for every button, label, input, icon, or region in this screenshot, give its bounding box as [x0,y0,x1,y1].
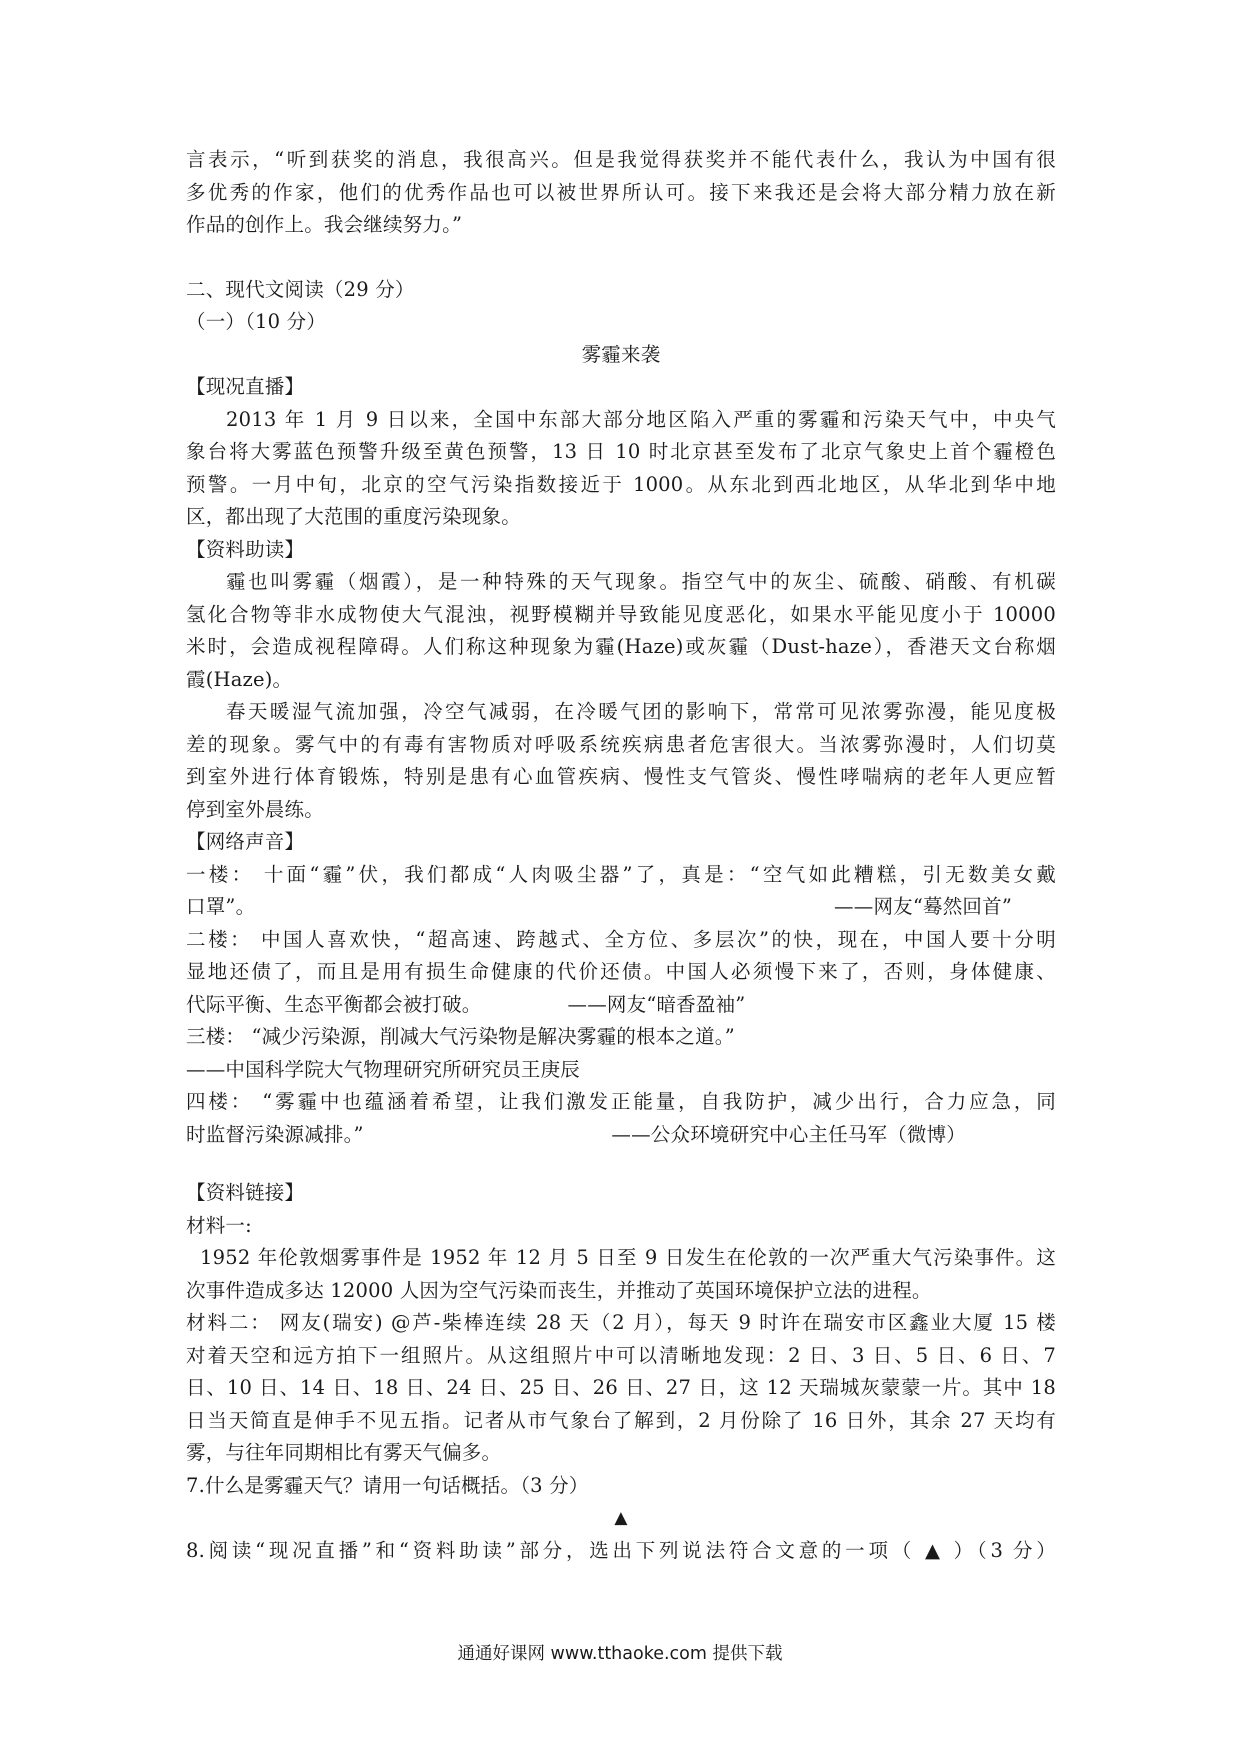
material-2-line-3: 日、10 日、14 日、18 日、24 日、25 日、26 日、27 日，这 12 天瑞城灰蒙蒙一片。其中 18 [186,1376,1056,1399]
material-2-line-4: 日当天简直是伸手不见五指。记者从市气象台了解到，2 月份除了 16 日外，其余 27 天均有 [186,1408,1056,1432]
question-7: 7.什么是雾霾天气？请用一句话概括。（3 分） [186,1473,589,1497]
spacer [186,242,1056,274]
live-line-3: 预警。一月中旬，北京的空气污染指数接近于 1000。从东北到西北地区，从华北到华中地 [186,472,1056,496]
heading-net: 【网络声音】 [186,830,305,853]
aid-line-4: 霞(Haze)。 [186,667,293,691]
floor-2-line-3 [186,989,1056,1022]
section-heading: 二、现代文阅读（29 分） [186,277,415,301]
aid-line-7: 到室外进行体育锻炼，特别是患有心血管疾病、慢性支气管炎、慢性哮喘病的老年人更应暂 [186,765,1056,788]
spacer [186,1151,1056,1177]
page-footer: 通通好课网 www.tthaoke.com 提供下载 [457,1644,783,1664]
live-line-4: 区，都出现了大范围的重度污染现象。 [186,505,521,528]
floor-1-text: 口罩”。 [186,895,256,918]
floor-3-line-1: 三楼： “减少污染源，削减大气污染物是解决雾霾的根本之道。” [186,1025,735,1048]
heading-link: 【资料链接】 [186,1181,305,1204]
floor-2-line-1: 二楼： 中国人喜欢快，“超高速、跨越式、全方位、多层次”的快，现在，中国人要十分明 [186,927,1056,951]
floor-2-text: 代际平衡、生态平衡都会被打破。 [186,992,482,1016]
live-line-2: 象台将大雾蓝色预警升级至黄色预警，13 日 10 时北京甚至发布了北京气象史上首个霾橙色 [186,440,1056,463]
answer-blank-mark: ▲ [614,1508,628,1528]
heading-live: 【现况直播】 [186,375,305,398]
heading-aid: 【资料助读】 [186,537,305,561]
aid-line-8: 停到室外晨练。 [186,797,324,821]
floor-1-line-1: 一楼： 十面“霾”伏，我们都成“人肉吸尘器”了，真是：“空气如此糟糕，引无数美女戴 [186,862,1056,886]
floor-2-line-2: 显地还债了，而且是用有损生命健康的代价还债。中国人必须慢下来了，否则，身体健康、 [186,960,1056,983]
material-2-line-5: 雾，与往年同期相比有雾天气偏多。 [186,1441,502,1464]
floor-3-source: ——中国科学院大气物理研究所研究员王庚辰 [186,1057,581,1081]
aid-line-3: 米时，会造成视程障碍。人们称这种现象为霾(Haze)或灰霾（Dust-haze），香港天文台称烟 [186,635,1056,658]
material-1-label: 材料一: [186,1213,252,1237]
floor-1-line-2 [186,891,1056,924]
intro-line-1: 言表示，“听到获奖的消息，我很高兴。但是我觉得获奖并不能代表什么，我认为中国有很 [186,148,1056,171]
document-page [186,144,1056,1567]
aid-line-6: 差的现象。雾气中的有毒有害物质对呼吸系统疾病患者危害很大。当浓雾弥漫时，人们切莫 [186,732,1056,756]
intro-line-3: 作品的创作上。我会继续努力。” [186,213,463,236]
material-2-line-1: 材料二： 网友(瑞安) @芦-柴棒连续 28 天（2 月），每天 9 时许在瑞安市区鑫业大厦 15 楼 [186,1311,1056,1334]
floor-4-source: ——公众环境研究中心主任马军（微博） [611,1122,966,1146]
floor-4-line-1: 四楼： “雾霾中也蕴涵着希望，让我们激发正能量，自我防护，减少出行，合力应急，同 [186,1090,1056,1113]
subsection-heading: （一）（10 分） [186,310,327,333]
live-line-1: 2013 年 1 月 9 日以来，全国中东部大部分地区陷入严重的雾霾和污染天气中，中央气 [226,407,1056,431]
aid-line-2: 氢化合物等非水成物使大气混浊，视野模糊并导致能见度恶化，如果水平能见度小于 10000 [186,602,1056,626]
material-1-line-2: 次事件造成多达 12000 人因为空气污染而丧生，并推动了英国环境保护立法的进程。 [186,1278,932,1302]
aid-line-5: 春天暖湿气流加强，冷空气减弱，在冷暖气团的影响下，常常可见浓雾弥漫，能见度极 [226,700,1056,723]
material-2-line-2: 对着天空和远方拍下一组照片。从这组照片中可以清晰地发现：2 日、3 日、5 日、6 日、7 [186,1343,1056,1367]
floor-4-line-2 [186,1119,1056,1152]
intro-line-2: 多优秀的作家，他们的优秀作品也可以被世界所认可。接下来我还是会将大部分精力放在新 [186,180,1056,204]
material-1-line-1: 1952 年伦敦烟雾事件是 1952 年 12 月 5 日至 9 日发生在伦敦的一次严重大气污染事件。这 [200,1246,1056,1269]
floor-4-text: 时监督污染源减排。” [186,1122,364,1146]
question-8: 8.阅读“现况直播”和“资料助读”部分，选出下列说法符合文意的一项（ ▲ ）（3 分） [186,1538,1056,1562]
floor-2-source: ——网友“暗香盈袖” [567,992,746,1016]
floor-1-source: ——网友“蓦然回首” [834,895,1012,918]
article-title: 雾霾来袭 [581,342,661,366]
aid-line-1: 霾也叫雾霾（烟霞），是一种特殊的天气现象。指空气中的灰尘、硫酸、硝酸、有机碳 [226,570,1056,593]
